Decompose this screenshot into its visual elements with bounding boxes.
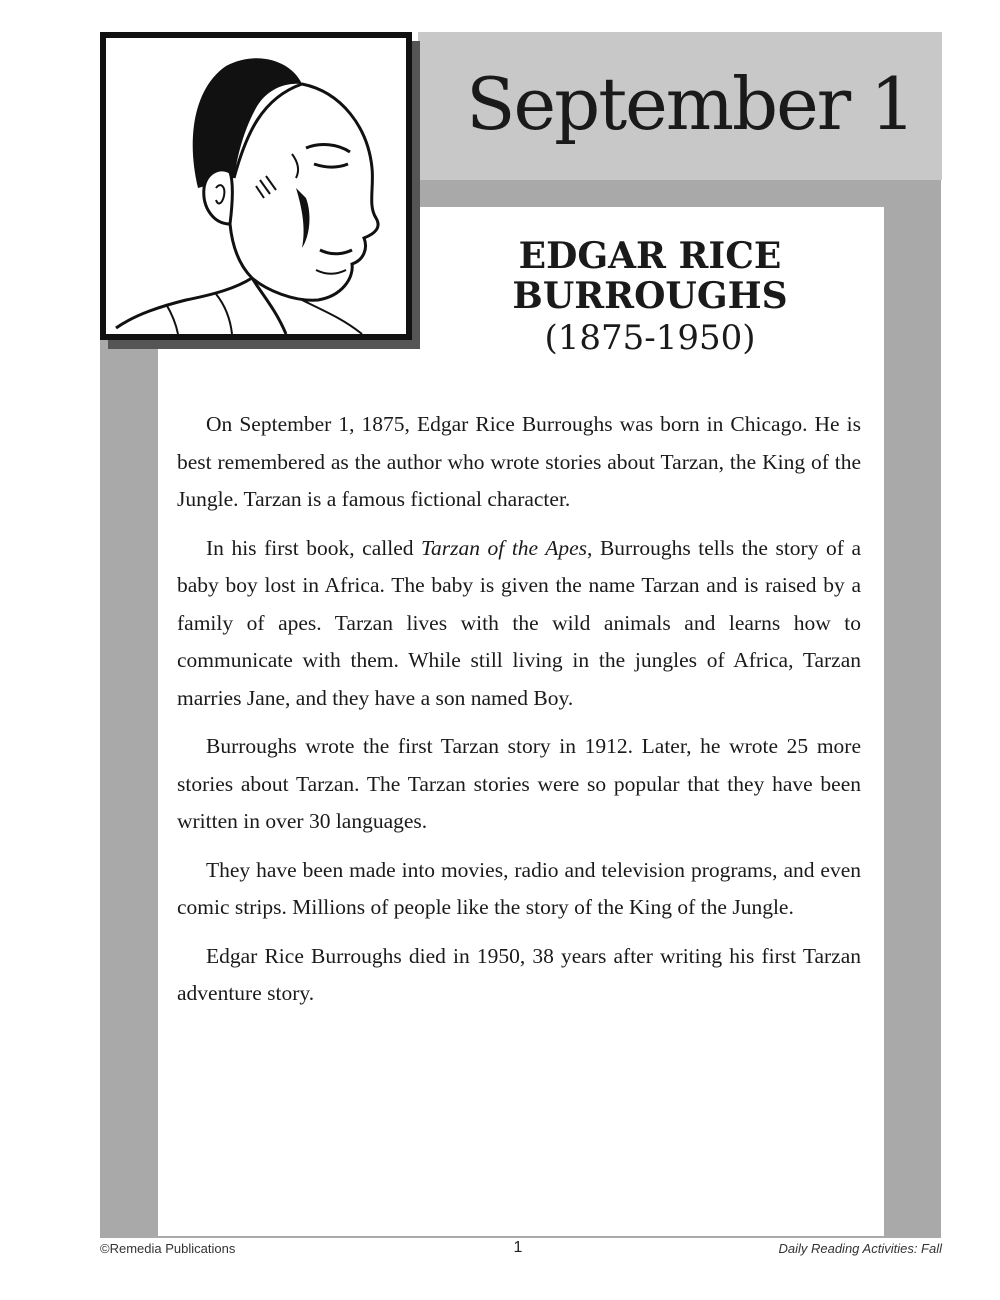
- footer-publisher: ©Remedia Publications: [100, 1241, 236, 1256]
- paragraph-2-start: In his first book, called: [206, 535, 422, 560]
- paragraph-5: Edgar Rice Burroughs died in 1950, 38 years after writing his first Tarzan adventure story.: [177, 943, 861, 1005]
- portrait-sketch: [106, 38, 406, 334]
- paragraph-2: [177, 530, 861, 718]
- paragraph-2-end: , Burroughs tells the story of a baby boy lost in Africa. The baby is given the name Tarzan and is raised by a family of apes. Tarzan lives with the wild animals and learns how to communicate with them. While still living in the jungles of Africa, Tarzan marries Jane, and they have a son named Boy.: [177, 535, 861, 710]
- footer-book-title: Daily Reading Activities: Fall: [778, 1241, 942, 1256]
- person-name: [460, 236, 840, 316]
- author-portrait: [100, 32, 412, 340]
- paragraph-1: On September 1, 1875, Edgar Rice Burroughs was born in Chicago. He is best remembered as the author who wrote stories about Tarzan, the King of the Jungle. Tarzan is a famous fictional character.: [177, 412, 861, 511]
- title-banner: [418, 32, 942, 180]
- page-frame-right: [884, 180, 941, 1238]
- person-name-line1: EDGAR RICE: [518, 235, 782, 277]
- footer-page-number: 1: [513, 1239, 523, 1256]
- article-body: [177, 406, 861, 1024]
- person-lifespan: (1875-1950): [544, 318, 756, 358]
- person-name-line2: BURROUGHS: [512, 275, 788, 317]
- paragraph-3: Burroughs wrote the first Tarzan story in 1912. Later, he wrote 25 more stories about Tarzan. The Tarzan stories were so popular that they have been written in over 30 languages.: [177, 734, 861, 833]
- page-title: September 1: [466, 62, 914, 146]
- paragraph-4: They have been made into movies, radio and television programs, and even comic strips. Millions of people like the story of the King of the Jungle.: [177, 857, 861, 919]
- page-frame-bottom: [100, 1236, 941, 1238]
- book-title: Tarzan of the Apes: [421, 535, 588, 560]
